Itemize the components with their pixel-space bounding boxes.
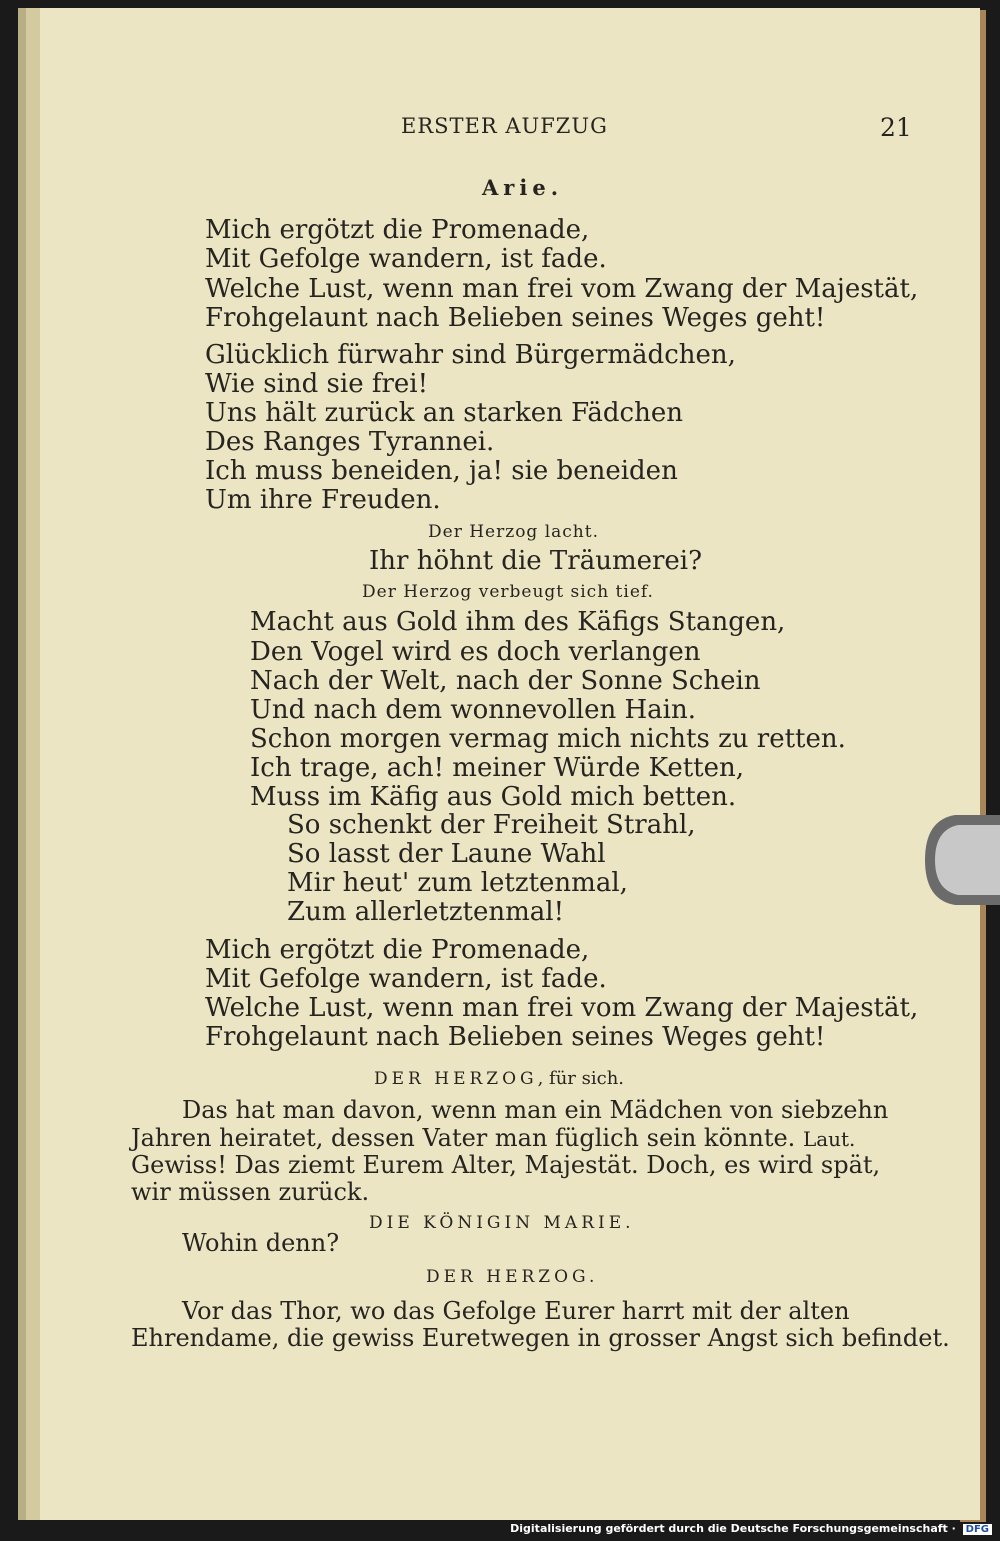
speaker-aside: , für sich. [537, 1068, 625, 1089]
verse-line: Und nach dem wonnevollen Hain. [250, 695, 696, 725]
verse-line: So lasst der Laune Wahl [287, 839, 606, 869]
running-title: ERSTER AUFZUG [401, 114, 608, 138]
verse-line: Muss im Käfig aus Gold mich betten. [250, 782, 737, 812]
prose-line: Das hat man davon, wenn man ein Mädchen von siebzehn [182, 1096, 889, 1124]
prose-line: Ehrendame, die gewiss Euretwegen in grosser Angst sich befindet. [131, 1324, 950, 1352]
prose-text: Jahren heiratet, dessen Vater man füglich sein könnte. [131, 1124, 796, 1152]
verse-line: Frohgelaunt nach Belieben seines Weges geht! [205, 303, 826, 333]
speaker-name: DER HERZOG [374, 1069, 538, 1089]
credit-text: Digitalisierung gefördert durch die Deutsche Forschungsgemeinschaft [510, 1522, 948, 1535]
verse-line: Uns hält zurück an starken Fädchen [205, 398, 683, 428]
prose-line: Vor das Thor, wo das Gefolge Eurer harrt mit der alten [182, 1297, 850, 1325]
page-number: 21 [880, 113, 912, 142]
verse-line: Des Ranges Tyrannei. [205, 427, 495, 457]
prose-line: wir müssen zurück. [131, 1178, 370, 1206]
stage-direction: Der Herzog verbeugt sich tief. [362, 582, 654, 602]
verse-line: Macht aus Gold ihm des Käfigs Stangen, [250, 607, 786, 637]
verse-line: Den Vogel wird es doch verlangen [250, 637, 701, 667]
verse-line: Um ihre Freuden. [205, 485, 441, 515]
verse-line: Ich muss beneiden, ja! sie beneiden [205, 456, 678, 486]
verse-line: Mit Gefolge wandern, ist fade. [205, 964, 607, 994]
stage-direction-laut: Laut. [802, 1127, 856, 1151]
verse-line: Glücklich fürwahr sind Bürgermädchen, [205, 340, 736, 370]
verse-line: Mir heut' zum letztenmal, [287, 868, 628, 898]
verse-line: Zum allerletztenmal! [287, 897, 565, 927]
verse-line: Wie sind sie frei! [205, 369, 429, 399]
verse-line: Welche Lust, wenn man frei vom Zwang der Majestät, [205, 993, 919, 1023]
verse-line: Ihr höhnt die Träumerei? [369, 546, 703, 576]
verse-line: Mich ergötzt die Promenade, [205, 215, 590, 245]
verse-line: Welche Lust, wenn man frei vom Zwang der Majestät, [205, 274, 919, 304]
verse-line: Frohgelaunt nach Belieben seines Weges geht! [205, 1022, 826, 1052]
dfg-logo: DFG [963, 1524, 992, 1535]
speaker-heading: DIE KÖNIGIN MARIE. [369, 1213, 635, 1233]
verse-line: So schenkt der Freiheit Strahl, [287, 810, 696, 840]
speaker-heading [374, 1068, 624, 1089]
prose-line: Wohin denn? [182, 1229, 340, 1257]
verse-line: Mich ergötzt die Promenade, [205, 935, 590, 965]
verse-line: Mit Gefolge wandern, ist fade. [205, 244, 607, 274]
aria-heading: Arie. [482, 175, 564, 200]
prose-line [131, 1124, 855, 1152]
stage-direction: Der Herzog lacht. [428, 522, 599, 542]
prose-line: Gewiss! Das ziemt Eurem Alter, Majestät. Doch, es wird spät, [131, 1151, 881, 1179]
digitization-credit: Digitalisierung gefördert durch die Deutsche Forschungsgemeinschaft · DFG [510, 1522, 992, 1535]
speaker-heading: DER HERZOG. [426, 1267, 599, 1287]
verse-line: Nach der Welt, nach der Sonne Schein [250, 666, 761, 696]
verse-line: Schon morgen vermag mich nichts zu retten. [250, 724, 846, 754]
verse-line: Ich trage, ach! meiner Würde Ketten, [250, 753, 745, 783]
